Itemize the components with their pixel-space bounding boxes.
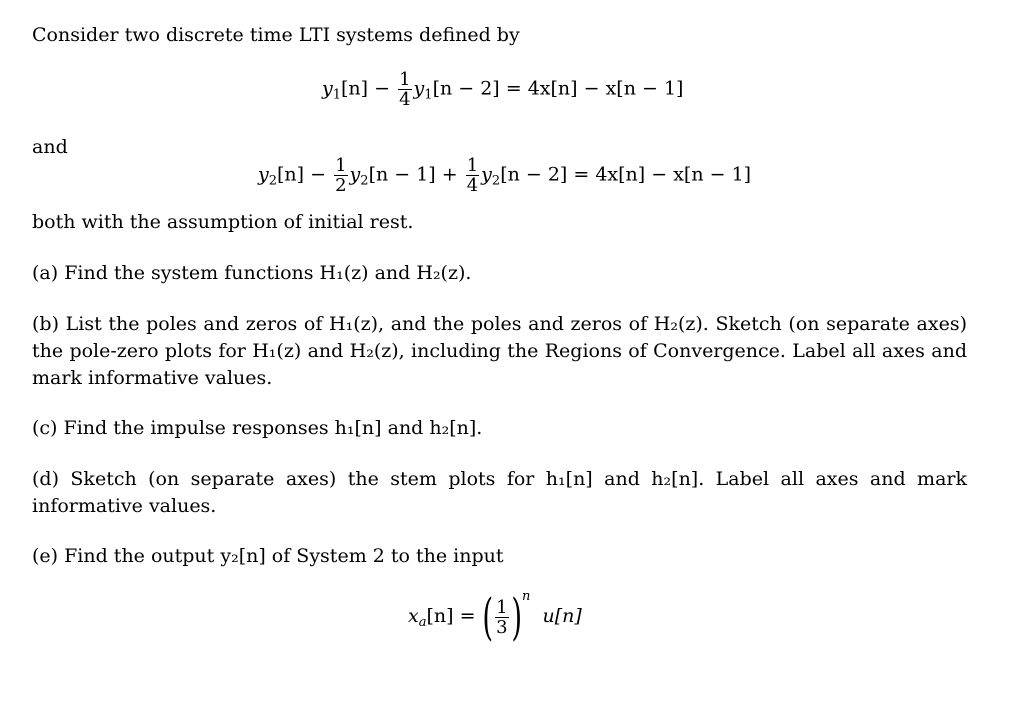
- and-text: and: [32, 136, 68, 158]
- equation-system-2: [258, 156, 751, 195]
- eq2-fraction-1: $\frac{1}{2}$: [335, 155, 347, 196]
- right-paren: ): [510, 588, 522, 646]
- eq1-fraction: $\frac{1}{4}$: [399, 69, 411, 110]
- eq1-y2: y: [413, 77, 425, 100]
- eq2-fraction-2: $\frac{1}{4}$: [466, 155, 479, 196]
- eq2-y-c: y: [481, 163, 492, 186]
- eq3-x-sub: a: [418, 615, 427, 630]
- eq2-y-b: y: [349, 163, 361, 186]
- eq2-y-a: y: [258, 163, 269, 186]
- eq1-arg-b: [n − 2] = 4x[n] − x[n − 1]: [432, 77, 684, 100]
- eq2-y-b-sub: 2: [360, 173, 369, 189]
- eq1-y: y: [322, 77, 333, 100]
- eq3-x: x: [408, 605, 419, 627]
- eq2-arg-c: [n − 2] = 4x[n] − x[n − 1]: [500, 163, 752, 186]
- eq1-y-sub: 1: [332, 87, 342, 103]
- eq2-arg-b: [n − 1] +: [368, 163, 458, 186]
- part-a: (a) Find the system functions H₁(z) and H₂(z).: [32, 262, 472, 284]
- eq3-step: u[n]: [542, 605, 582, 627]
- part-b: (b) List the poles and zeros of H₁(z), and the poles and zeros of H₂(z). Sketch (on separate axes) the pole-zero plots for H₁(z) and H₂(z), including the Regions of Convergence. Label all axes and mark informative values.: [32, 313, 967, 389]
- equation-system-1: [322, 70, 683, 109]
- equation-input: [408, 588, 582, 646]
- eq3-arg: [n] =: [426, 605, 476, 627]
- initial-rest-text: both with the assumption of initial rest.: [32, 211, 414, 233]
- part-e: (e) Find the output y₂[n] of System 2 to the input: [32, 545, 504, 567]
- eq2-arg-a: [n] −: [277, 163, 327, 186]
- eq1-arg-a: [n] −: [341, 77, 391, 100]
- left-paren: (: [481, 588, 493, 646]
- eq3-fraction: $\frac{1}{3}$: [496, 596, 508, 638]
- eq2-y-c-sub: 2: [491, 173, 501, 189]
- part-c: (c) Find the impulse responses h₁[n] and h₂[n].: [32, 417, 483, 439]
- part-d: (d) Sketch (on separate axes) the stem plots for h₁[n] and h₂[n]. Label all axes and mark informative values.: [32, 468, 967, 517]
- eq3-exponent: n: [522, 589, 531, 604]
- intro-text: Consider two discrete time LTI systems defined by: [32, 24, 520, 46]
- eq2-y-a-sub: 2: [268, 173, 278, 189]
- eq1-y2-sub: 1: [424, 87, 433, 103]
